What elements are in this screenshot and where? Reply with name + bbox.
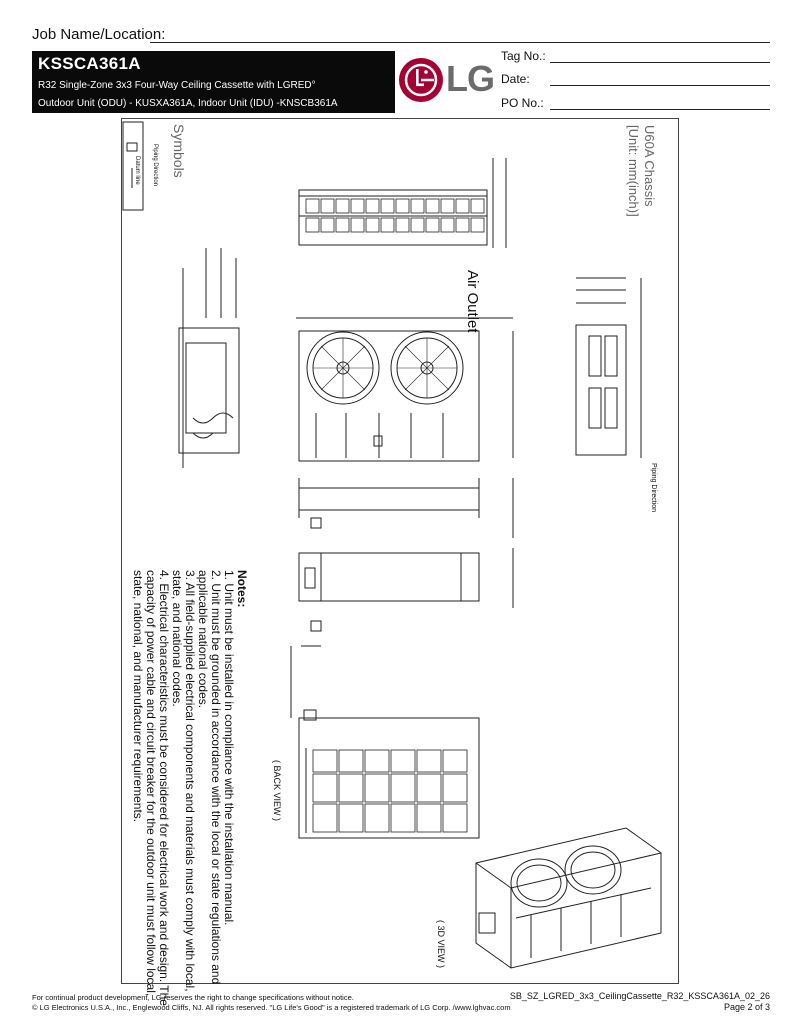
footer-doc-info — [510, 991, 770, 1013]
po-no-label: PO No.: — [501, 96, 544, 110]
unit-note: [Unit: mm(inch)] — [626, 125, 641, 217]
job-name-label: Job Name/Location: — [32, 26, 166, 43]
note-line: applicable national codes. — [196, 570, 210, 709]
notes-block — [131, 570, 248, 1006]
note-line: state, national, and manufacturer requirements. — [131, 570, 145, 823]
tag-no-label: Tag No.: — [501, 49, 546, 63]
lg-logo-icon — [398, 57, 444, 103]
disclaimer-text: For continual product development, LG reserves the right to change specifications without notice. — [32, 993, 354, 1002]
date-label: Date: — [501, 72, 530, 86]
notes-title: Notes: — [235, 570, 249, 608]
symbol-piping-label: Piping Direction — [152, 144, 158, 187]
3d-view-label: ( 3D VIEW ) — [436, 920, 446, 969]
symbol-datum-label: Datum line — [134, 156, 140, 185]
document-id: SB_SZ_LGRED_3x3_CeilingCassette_R32_KSSCA361A_02_26 — [509, 991, 770, 1001]
page-number: Page 2 of 3 — [723, 1002, 770, 1012]
note-line: 4. Electrical characteristics must be considered for electrical work and design. The — [157, 570, 171, 1006]
note-line: 1. Unit must be installed in compliance with the installation manual. — [222, 570, 236, 926]
date-field[interactable] — [550, 85, 770, 86]
job-name-field[interactable] — [150, 42, 770, 43]
po-no-field[interactable] — [550, 109, 770, 110]
piping-direction-label: Piping Direction — [650, 463, 657, 513]
unit-models: Outdoor Unit (ODU) - KUSXA361A, Indoor Unit (IDU) -KNSCB361A — [38, 98, 338, 109]
title-banner — [32, 51, 395, 113]
tag-no-field[interactable] — [550, 62, 770, 63]
model-number: KSSCA361A — [38, 54, 141, 73]
copyright-text: © LG Electronics U.S.A., Inc., Englewood Cliffs, NJ. All rights reserved. "LG Life's Good" is a registered trademark of LG Corp. /www.lghvac.com — [32, 1003, 511, 1012]
symbols-title: Symbols — [171, 124, 187, 178]
footer-legal — [32, 993, 511, 1013]
note-line: state, and national codes. — [170, 570, 184, 707]
note-line: 3. All field-supplied electrical components and materials must comply with local, — [183, 570, 197, 992]
air-outlet-label: Air Outlet — [464, 270, 481, 333]
back-view-label: ( BACK VIEW ) — [272, 760, 282, 822]
chassis-title: U60A Chassis — [642, 125, 657, 207]
note-line: capacity of power cable and circuit breaker for the outdoor unit must follow local, — [144, 570, 158, 997]
lg-logo-text: LG — [446, 58, 494, 99]
note-line: 2. Unit must be grounded in accordance with the local or state regulations and — [209, 570, 223, 985]
product-description: R32 Single-Zone 3x3 Four-Way Ceiling Cassette with LGRED° — [38, 80, 316, 91]
